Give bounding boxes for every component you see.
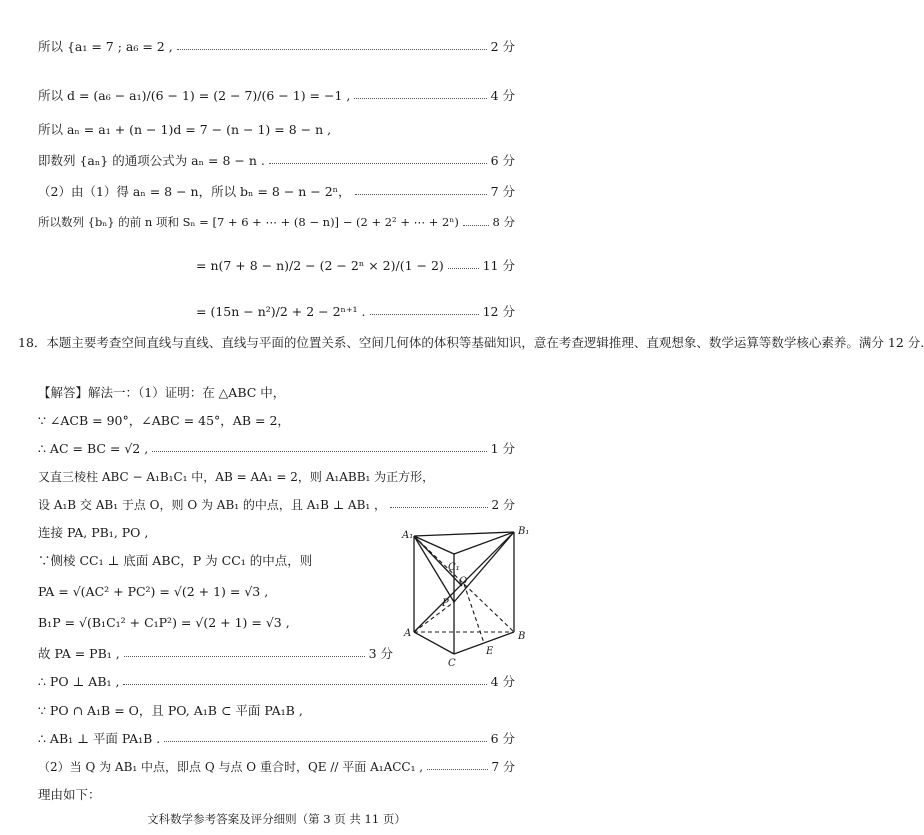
solution-line xyxy=(38,465,515,487)
prism-figure xyxy=(402,524,532,669)
edge xyxy=(414,632,454,654)
line-text: = n(7 + 8 − n)/2 − (2 − 2ⁿ × 2)/(1 − 2) xyxy=(196,257,444,273)
dot-leader xyxy=(390,507,488,508)
line-score: 12 分 xyxy=(482,304,515,319)
line-text: 【解答】解法一：（1）证明：在 △ABC 中， xyxy=(38,385,286,400)
solution-line xyxy=(38,149,515,171)
line-score: 6 分 xyxy=(490,153,515,168)
line-text: ∴ PO ⊥ AB₁ , xyxy=(38,673,120,689)
line-text: （2）当 Q 为 AB₁ 中点，即点 Q 与点 O 重合时，QE // 平面 A₁ACC₁ , xyxy=(38,759,424,774)
solution-line xyxy=(38,670,515,692)
line-text: ∴ AC = BC = √2 , xyxy=(38,440,149,456)
label-e: E xyxy=(486,646,494,657)
line-score: 8 分 xyxy=(492,215,515,229)
line-score: 2 分 xyxy=(491,497,515,512)
solution-line xyxy=(38,755,515,777)
dot-leader xyxy=(177,49,487,50)
dot-leader xyxy=(152,451,486,452)
line-text: 故 PA = PB₁ , xyxy=(38,646,120,661)
line-text: 18．本题主要考查空间直线与直线、直线与平面的位置关系、空间几何体的体积等基础知识，意在考查逻辑推理、直观想象、数学运算等数学核心素养。满分 12 分. xyxy=(18,335,924,350)
line-score: 3 分 xyxy=(368,646,393,661)
line-score: 4 分 xyxy=(490,674,515,689)
solution-line xyxy=(38,437,515,459)
dot-leader xyxy=(269,163,487,164)
hidden-segment xyxy=(464,584,484,643)
line-text: 又直三棱柱 ABC − A₁B₁C₁ 中，AB = AA₁ = 2，则 A₁ABB₁ 为正方形， xyxy=(38,469,435,484)
line-score: 2 分 xyxy=(490,39,515,54)
solution-line xyxy=(38,211,515,233)
dot-leader xyxy=(448,268,479,269)
line-text: ∵ PO ∩ A₁B = O，且 PO, A₁B ⊂ 平面 PA₁B , xyxy=(38,703,303,718)
label-a1: A₁ xyxy=(402,530,414,541)
line-text: PA = √(AC² + PC²) = √(2 + 1) = √3 , xyxy=(38,583,269,599)
solution-line xyxy=(38,30,515,62)
line-text: ∵侧棱 CC₁ ⊥ 底面 ABC，P 为 CC₁ 的中点，则 xyxy=(38,553,313,568)
dot-leader xyxy=(164,741,486,742)
solution-line xyxy=(38,118,515,140)
line-text: 所以 {a₁ = 7 ; a₆ = 2 , xyxy=(38,39,173,54)
line-score: 7 分 xyxy=(491,759,515,774)
line-text: 即数列 {aₙ} 的通项公式为 aₙ = 8 − n . xyxy=(38,153,265,168)
label-c: C xyxy=(448,658,456,669)
line-text: 理由如下： xyxy=(38,787,101,802)
line-text: B₁P = √(B₁C₁² + C₁P²) = √(2 + 1) = √3 , xyxy=(38,614,290,630)
solution-line xyxy=(196,250,515,280)
edge xyxy=(454,632,514,654)
line-text: 设 A₁B 交 AB₁ 于点 O，则 O 为 AB₁ 的中点，且 A₁B ⊥ AB₁ ， xyxy=(38,497,387,512)
line-text: 所以 aₙ = a₁ + (n − 1)d = 7 − (n − 1) = 8 − n , xyxy=(38,122,332,137)
line-score: 6 分 xyxy=(490,731,515,746)
line-score: 4 分 xyxy=(490,88,515,103)
line-text: ∵ ∠ACB = 90°，∠ABC = 45°，AB = 2， xyxy=(38,413,290,428)
label-c1: C₁ xyxy=(448,562,460,573)
line-score: 1 分 xyxy=(490,441,515,456)
problem-intro xyxy=(18,332,924,354)
dot-leader xyxy=(370,314,479,315)
page-footer: 文科数学参考答案及评分细则（第 3 页 共 11 页） xyxy=(147,812,406,826)
line-text: 连接 PA, PB₁, PO , xyxy=(38,525,149,540)
edge xyxy=(414,532,514,536)
dot-leader xyxy=(124,656,365,657)
solution-line xyxy=(38,699,515,721)
label-a: A xyxy=(404,628,412,639)
line-text: 所以 d = (a₆ − a₁)/(6 − 1) = (2 − 7)/(6 − 1) = −1 , xyxy=(38,88,351,103)
line-text: = (15n − n²)/2 + 2 − 2ⁿ⁺¹ . xyxy=(196,303,366,319)
solution-line xyxy=(196,296,515,326)
label-o: O xyxy=(459,576,468,587)
dot-leader xyxy=(463,225,489,226)
line-text: ∴ AB₁ ⊥ 平面 PA₁B . xyxy=(38,731,161,746)
label-b1: B₁ xyxy=(518,526,530,537)
solution-line xyxy=(38,180,515,202)
dot-leader xyxy=(355,194,487,195)
label-p: P xyxy=(442,598,449,609)
solution-line xyxy=(38,80,515,110)
solution-line xyxy=(38,381,515,403)
dot-leader xyxy=(123,684,486,685)
solution-line xyxy=(38,783,515,805)
solution-line xyxy=(38,409,515,431)
line-text: 所以数列 {bₙ} 的前 n 项和 Sₙ = [7 + 6 + ⋯ + (8 − n)] − (2 + 2² + ⋯ + 2ⁿ) xyxy=(38,215,459,229)
dot-leader xyxy=(354,98,486,99)
dot-leader xyxy=(427,769,488,770)
solution-line xyxy=(38,642,393,664)
line-text: （2）由（1）得 aₙ = 8 − n，所以 bₙ = 8 − n − 2ⁿ， xyxy=(38,184,351,199)
line-score: 7 分 xyxy=(490,184,515,199)
label-b: B xyxy=(518,631,526,642)
solution-line xyxy=(38,727,515,749)
solution-line xyxy=(38,493,515,515)
line-score: 11 分 xyxy=(482,258,515,273)
